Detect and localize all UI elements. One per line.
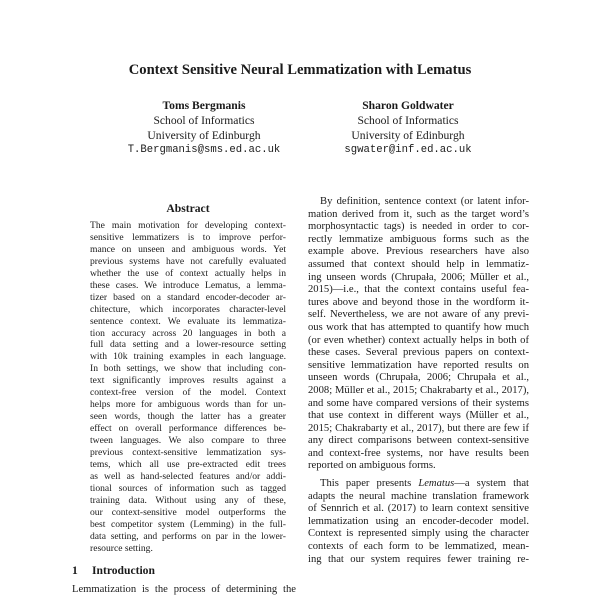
- text-line: Lemmatization is the process of determining the: [72, 584, 296, 595]
- text-line: [308, 478, 529, 491]
- text-line: training data. Without using any of these,: [90, 494, 286, 506]
- section-number: 1: [72, 564, 78, 577]
- right-column: [308, 196, 529, 566]
- text-line: best competitor system (Lemming) in the full-: [90, 518, 286, 530]
- text-line: 2015; Chakrabarty et al., 2017), but there are few if: [308, 422, 529, 434]
- author-affiliation: School of Informatics: [357, 114, 459, 127]
- body-paragraph: [308, 196, 529, 473]
- text-line: 2015)—i.e., that the context contains useful fea-: [308, 284, 529, 296]
- text-line: mation derived from it, such as the target word’s: [308, 208, 529, 220]
- text-line: helps more for ambiguous words than for un-: [90, 399, 286, 411]
- text-line: mance on unseen and ambiguous words. Yet: [90, 243, 286, 255]
- abstract-heading: Abstract: [166, 202, 210, 215]
- author-block: [298, 98, 518, 158]
- text-span: This paper presents: [320, 478, 419, 490]
- text-line: and context-free systems, nor have results been: [308, 447, 529, 459]
- text-line: sensitive lemmatization have reported results on: [308, 359, 529, 371]
- text-line: and some have compared versions of their systems: [308, 397, 529, 409]
- text-line: whether the use of context actually helps in: [90, 267, 286, 279]
- section-heading: [72, 564, 155, 577]
- text-line: sentence context. We evaluate its lemmatiza-: [90, 315, 286, 327]
- text-line: lemmatization using an encoder-decoder model.: [308, 515, 529, 527]
- author-block: [94, 98, 314, 158]
- text-line: our context-sensitive model outperforms the: [90, 506, 286, 518]
- text-line: tems, which all use pre-extracted edit trees: [90, 459, 286, 471]
- author-affiliation: University of Edinburgh: [351, 129, 465, 142]
- text-line: chitecture, which incorporates character-level: [90, 303, 286, 315]
- text-span: —a system that: [454, 478, 530, 490]
- intro-paragraph: [72, 584, 296, 597]
- system-name-emphasis: Lematus: [418, 478, 455, 490]
- text-line: tures above and beyond those in the wordform it-: [308, 296, 529, 308]
- text-line: any direct comparisons between context-sensitive: [308, 435, 529, 447]
- text-line: contexts of each form to be lemmatized, mean-: [308, 541, 529, 553]
- text-line: example above. Previous researchers have also: [308, 246, 529, 258]
- abstract-body: [90, 220, 286, 555]
- text-line: tween languages. We also compare to three: [90, 435, 286, 447]
- text-line: The main motivation for developing context-: [90, 219, 286, 231]
- text-line: tion accuracy across 20 languages in both a: [90, 327, 286, 339]
- paper-title: Context Sensitive Neural Lemmatization with Lematus: [128, 62, 472, 78]
- text-line: ous work that has attempted to quantify how much: [308, 321, 529, 333]
- text-line: ing unseen words (Chrupała, 2006; Müller et al.,: [308, 271, 529, 283]
- body-paragraph: [308, 478, 529, 566]
- author-email: T.Bergmanis@sms.ed.ac.uk: [127, 144, 281, 156]
- text-line: these cases. Several previous papers on context-: [308, 347, 529, 359]
- text-line: that use context in different ways (Müller et al.,: [308, 410, 529, 422]
- text-line: these cases. We introduce Lematus, a lemma-: [90, 279, 286, 291]
- author-affiliation: School of Informatics: [153, 114, 255, 127]
- text-line: effect on overall performance differences be-: [90, 423, 286, 435]
- abstract: [90, 203, 286, 555]
- text-line: By definition, sentence context (or latent infor-: [320, 196, 529, 207]
- text-line: full data setting and a lower-resource setting: [90, 339, 286, 351]
- text-line: morphosyntactic tags) is needed in order to cor-: [308, 221, 529, 233]
- text-line: previous context-sensitive lemmatization sys-: [90, 447, 286, 459]
- text-line: rectly lemmatize ambiguous forms such as the: [308, 233, 529, 245]
- text-line: Context is represented simply using the character: [308, 528, 529, 540]
- text-line: sensitive lemmatizers is to improve perfor-: [90, 231, 286, 243]
- text-line: data setting, and performs on par in the lower-: [90, 530, 286, 542]
- section-title: Introduction: [92, 564, 155, 577]
- text-line: 2008; Müller et al., 2015; Chakrabarty et al., 2017),: [308, 384, 529, 396]
- text-line: tizer based on a standard encoder-decoder ar-: [90, 291, 286, 303]
- text-line: adapts the neural machine translation framework: [308, 490, 529, 502]
- author-email: sgwater@inf.ed.ac.uk: [344, 144, 472, 156]
- text-line: tional sources of information such as tagged: [90, 482, 286, 494]
- text-line: seen words, though the latter has a greater: [90, 411, 286, 423]
- text-line: resource setting.: [90, 542, 153, 554]
- text-line: of Sennrich et al. (2017) to learn context sensitive: [308, 503, 529, 515]
- text-line: assumed that context should help in lemmatiz-: [308, 258, 529, 270]
- author-name: Sharon Goldwater: [362, 99, 454, 112]
- text-line: unseen words (Chrupała, 2006; Chrupała et al.,: [308, 372, 529, 384]
- text-line: ing that our system requires fewer training re-: [308, 553, 529, 565]
- text-line: as well as hand-selected features and/or addi-: [90, 470, 286, 482]
- text-line: self. Nevertheless, we are not aware of any previ-: [308, 309, 529, 321]
- text-line: with 10k training examples in each language.: [90, 351, 286, 363]
- text-line: In both settings, we show that including con-: [90, 363, 286, 375]
- text-line: context-free version of the model. Context: [90, 387, 286, 399]
- text-line: text significantly improves results against a: [90, 375, 286, 387]
- author-name: Toms Bergmanis: [162, 99, 246, 112]
- text-line: previous systems have not carefully evaluated: [90, 255, 286, 267]
- author-affiliation: University of Edinburgh: [147, 129, 261, 142]
- text-line: (or even whether) context actually helps in both of: [308, 334, 529, 346]
- text-line: reported on ambiguous forms.: [308, 460, 436, 472]
